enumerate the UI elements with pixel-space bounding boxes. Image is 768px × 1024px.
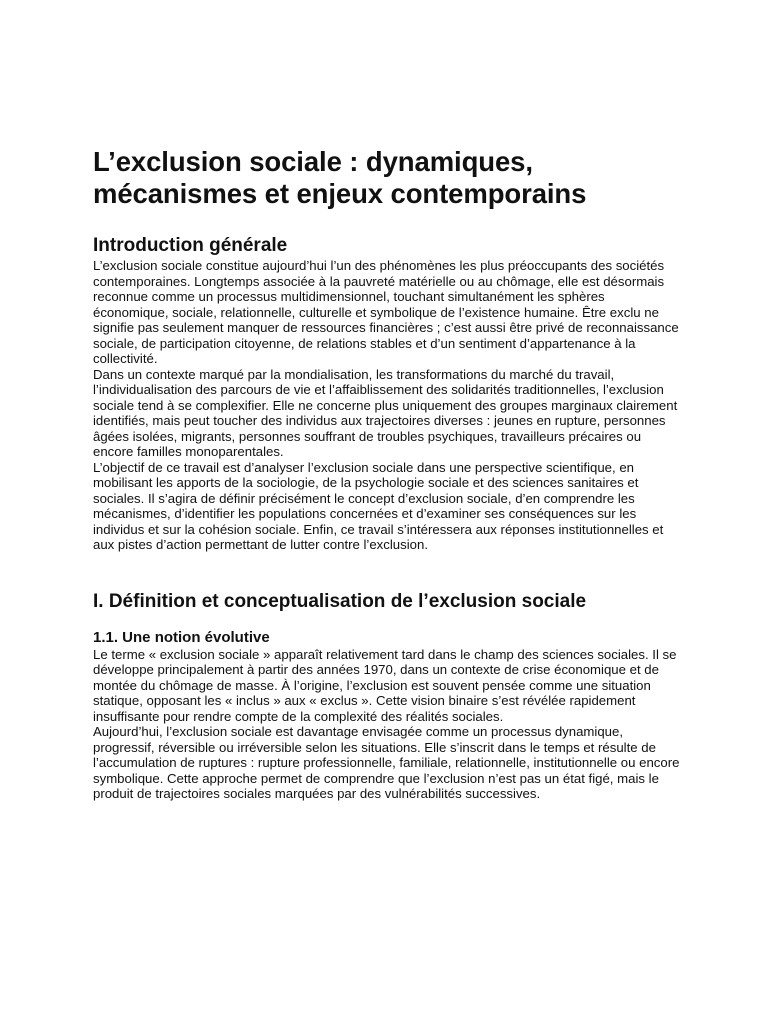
subsection-1-1-heading: 1.1. Une notion évolutive [93, 628, 270, 646]
introduction-paragraph-3: L’objectif de ce travail est d’analyser l’exclusion sociale dans une perspective scientifique, en mobilisant les apports de la sociologie, de la psychologie sociale et des sciences sanitaires et sociales. Il s’agira de définir précisément le concept d’exclusion sociale, d’en comprendre les mécanismes, d’identifier les populations concernées et d’examiner ses conséquences sur les individus et sur la cohésion sociale. Enfin, ce travail s’intéressera aux réponses institutionnelles et aux pistes d’action permettant de lutter contre l’exclusion. [93, 459, 664, 552]
introduction-paragraph-2: Dans un contexte marqué par la mondialisation, les transformations du marché du travail, l’individualisation des parcours de vie et l’affaiblissement des solidarités traditionnelles, l’exclusion sociale tend à se complexifier. Elle ne concerne plus uniquement des groupes marginaux clairement identifiés, mais peut toucher des individus aux trajectoires diverses : jeunes en rupture, personnes âgées isolées, migrants, personnes souffrant de troubles psychiques, travailleurs précaires ou encore familles monoparentales. [93, 366, 678, 459]
introduction-paragraph-1: L’exclusion sociale constitue aujourd’hui l’un des phénomènes les plus préoccupants des sociétés contemporaines. Longtemps associée à la pauvreté matérielle ou au chômage, elle est désormais reconnue comme un processus multidimensionnel, touchant simultanément les sphères économique, sociale, relationnelle, culturelle et symbolique de l’existence humaine. Être exclu ne signifie pas seulement manquer de ressources financières ; c’est aussi être privé de reconnaissance sociale, de participation citoyenne, de relations stables et d’un sentiment d’appartenance à la collectivité. [93, 258, 679, 366]
section-1-heading: I. Définition et conceptualisation de l’exclusion sociale [93, 590, 587, 612]
document-title-line-2: mécanismes et enjeux contemporains [93, 178, 587, 209]
document-title [93, 146, 683, 210]
introduction-heading: Introduction générale [93, 235, 288, 256]
subsection-1-1-paragraph-2: Aujourd’hui, l’exclusion sociale est davantage envisagée comme un processus dynamique, progressif, réversible ou irréversible selon les situations. Elle s’inscrit dans le temps et résulte de l’accumulation de ruptures : rupture professionnelle, familiale, relationnelle, institutionnelle ou encore symbolique. Cette approche permet de comprendre que l’exclusion n’est pas un état figé, mais le produit de trajectoires sociales marquées par des vulnérabilités successives. [93, 724, 680, 801]
document-title-line-1: L’exclusion sociale : dynamiques, [93, 146, 533, 177]
document-content [93, 146, 683, 802]
subsection-1-1-paragraph-1: Le terme « exclusion sociale » apparaît relativement tard dans le champ des sciences sociales. Il se développe principalement à partir des années 1970, dans un contexte de crise économique et de montée du chômage de masse. À l’origine, l’exclusion est souvent pensée comme une situation statique, opposant les « inclus » aux « exclus ». Cette vision binaire s’est révélée rapidement insuffisante pour rendre compte de la complexité des réalités sociales. [93, 646, 677, 724]
